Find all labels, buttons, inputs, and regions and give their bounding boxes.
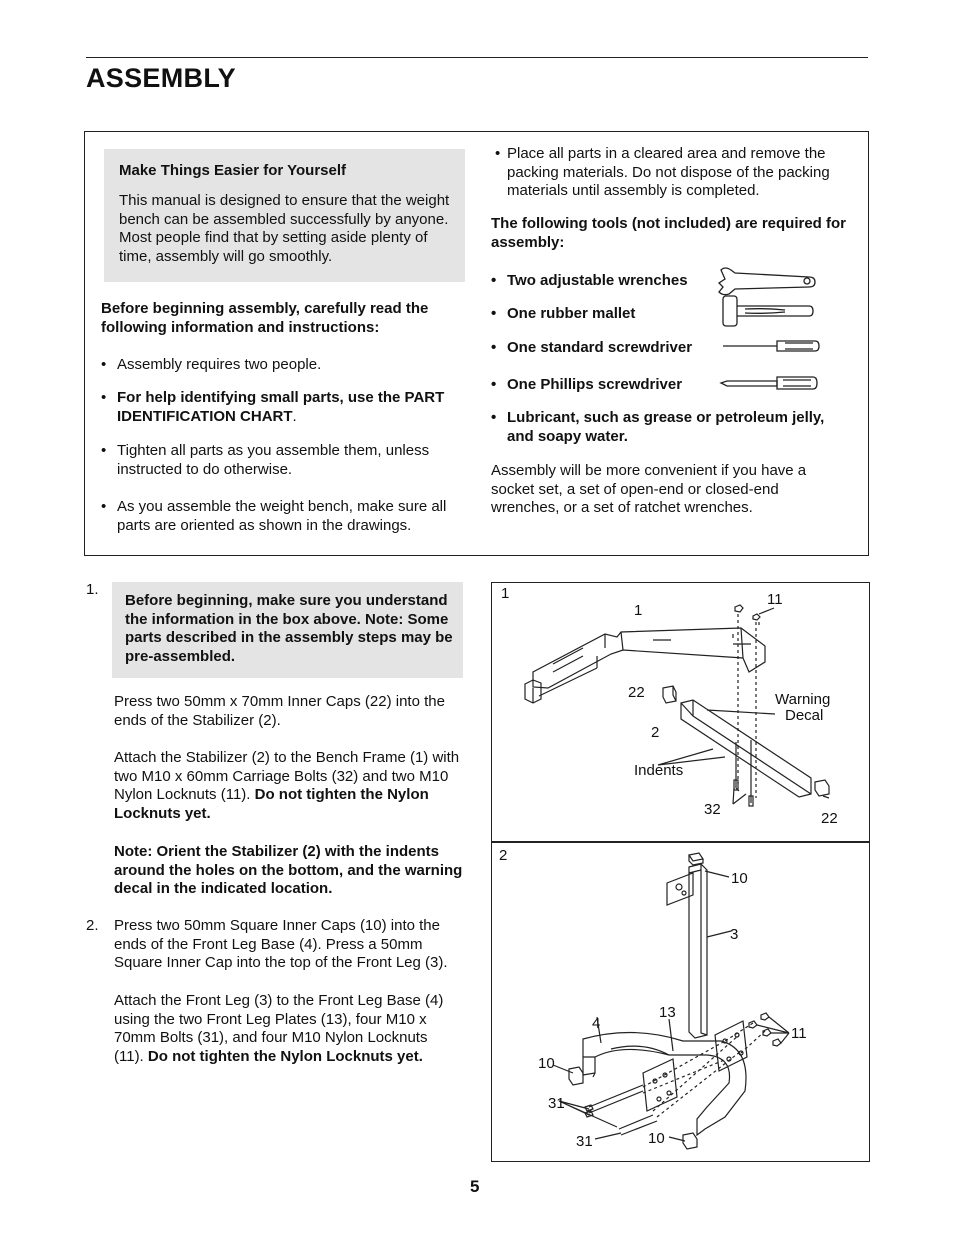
fig2-label-10b: 10 (538, 1055, 555, 1072)
fig1-label-1: 1 (634, 602, 643, 619)
header-rule (86, 57, 868, 58)
step-2-p2 (114, 992, 459, 1066)
bullet-dot: • (101, 356, 107, 373)
inner-cap (683, 1133, 697, 1149)
step-2-p2-bold: Do not tighten the Nylon Locknuts yet. (147, 1047, 423, 1065)
bullet-dot: • (101, 442, 107, 459)
fig1-label-22b: 22 (821, 810, 838, 827)
fig2-label-13: 13 (659, 1004, 676, 1021)
bullet-dot: • (491, 409, 497, 426)
step-1-note: Note: Orient the Stabilizer (2) with the indents around the holes on the bottom, and the warning decal in the indicated location. (114, 843, 463, 897)
inner-cap (663, 686, 676, 703)
wrench-icon (719, 268, 815, 295)
fig1-label-2: 2 (651, 724, 660, 741)
bench-frame (533, 628, 765, 688)
locknut (749, 1021, 757, 1028)
bullet-dot: • (495, 145, 501, 162)
place-text: Place all parts in a cleared area and remove the packing materials. Do not dispose of the packing materials until assembly is completed. (507, 145, 830, 199)
screwdriver-icon (723, 341, 819, 351)
fig2-label-31b: 31 (576, 1133, 593, 1150)
before-heading: Before beginning assembly, carefully read the following information and instructions: (101, 300, 429, 336)
fig1-label-warning: Warning (775, 691, 831, 708)
fig2-label-3: 3 (730, 926, 739, 943)
left-bullet-1-text: Assembly requires two people. (117, 356, 322, 373)
step-1-p2-text: Attach the Stabilizer (2) to the Bench Frame (1) with two M10 x 60mm Carriage Bolts (32) and two M10 Nylon Locknuts (11). (114, 749, 460, 803)
fig2-label-10a: 10 (731, 870, 748, 887)
figure-divider (491, 841, 870, 843)
fig1-label-indents: Indents (634, 762, 684, 779)
step-1-p2 (114, 749, 464, 823)
left-bullet-2-period: . (292, 407, 297, 425)
locknut (761, 1013, 769, 1020)
convenient-text: Assembly will be more convenient if you have a socket set, a set of open-end or closed-end wrenches, or a set of ratchet wrenches. (491, 462, 807, 516)
figure-1-number: 1 (501, 585, 510, 602)
inner-cap (569, 1067, 583, 1085)
leg-plate (715, 1021, 747, 1071)
figure-2-number: 2 (499, 847, 508, 864)
step-1-callout (112, 582, 463, 678)
step-2-p2-text: Attach the Front Leg (3) to the Front Leg Base (4) using the two Front Leg Plates (13), four M10 x 70mm Bolts (31), and four M10 Nylon Locknuts (11). (114, 992, 444, 1065)
bullet-dot: • (491, 339, 497, 356)
locknut (735, 605, 743, 612)
page-number: 5 (470, 1177, 480, 1196)
tool-icons (715, 264, 820, 394)
front-leg-base (583, 1032, 746, 1135)
left-bullet-3-text: Tighten all parts as you assemble them, unless instructed to do otherwise. (117, 442, 430, 478)
step-1-p2-bold: Do not tighten the Nylon Locknuts yet. (114, 786, 429, 822)
bullet-dot: • (491, 305, 497, 322)
page-title: ASSEMBLY (86, 63, 236, 93)
lubricant-text: Lubricant, such as grease or petroleum jelly, and soapy water. (507, 409, 825, 445)
tool-label: One standard screwdriver (507, 339, 693, 356)
front-leg (689, 864, 707, 1038)
fig1-label-11: 11 (767, 591, 783, 608)
fig1-label-32: 32 (704, 801, 721, 818)
inner-cap (815, 780, 829, 796)
bullet-dot: • (491, 272, 497, 289)
bullet-dot: • (101, 498, 107, 515)
easier-text: This manual is designed to ensure that the weight bench can be assembled successfully by anyone. Most people find that by setting aside plenty of time, assembly will go smoothly. (119, 192, 450, 265)
step-2-p1: Press two 50mm Square Inner Caps (10) into the ends of the Front Leg Base (4). Press a 50mm Square Inner Cap into the top of the Front Leg (3). (114, 917, 448, 971)
locknut (773, 1039, 781, 1046)
tool-label: One rubber mallet (507, 305, 636, 322)
phillips-screwdriver-icon (721, 377, 817, 389)
bullet-dot: • (491, 376, 497, 393)
easier-heading: Make Things Easier for Yourself (119, 162, 347, 179)
fig2-label-4: 4 (592, 1015, 601, 1032)
bullet-dot: • (101, 389, 107, 406)
step-2-number: 2. (86, 917, 99, 934)
fig2-label-10c: 10 (648, 1130, 665, 1147)
left-bullet-4-text: As you assemble the weight bench, make sure all parts are oriented as shown in the drawings. (117, 498, 447, 534)
tool-label: Two adjustable wrenches (507, 272, 688, 289)
tools-heading: The following tools (not included) are required for assembly: (491, 215, 846, 251)
left-bullet-2-text: For help identifying small parts, use the PART IDENTIFICATION CHART (117, 389, 445, 425)
step-1-number: 1. (86, 581, 99, 598)
locknut (753, 614, 760, 620)
tool-label: One Phillips screwdriver (507, 376, 683, 393)
mallet-icon (723, 296, 813, 326)
step-1-callout-text: Before beginning, make sure you understand the information in the box above. Note: Some parts described in the assembly steps may be pre-assembled. (125, 592, 453, 665)
leg-plate (643, 1059, 677, 1111)
inner-cap (689, 853, 703, 865)
fig2-label-11: 11 (791, 1025, 807, 1042)
fig1-label-decal: Decal (785, 707, 824, 724)
easier-callout (104, 149, 465, 282)
step-1-p1: Press two 50mm x 70mm Inner Caps (22) into the ends of the Stabilizer (2). (114, 693, 445, 729)
fig1-label-22a: 22 (628, 684, 645, 701)
fig2-label-31a: 31 (548, 1095, 565, 1112)
